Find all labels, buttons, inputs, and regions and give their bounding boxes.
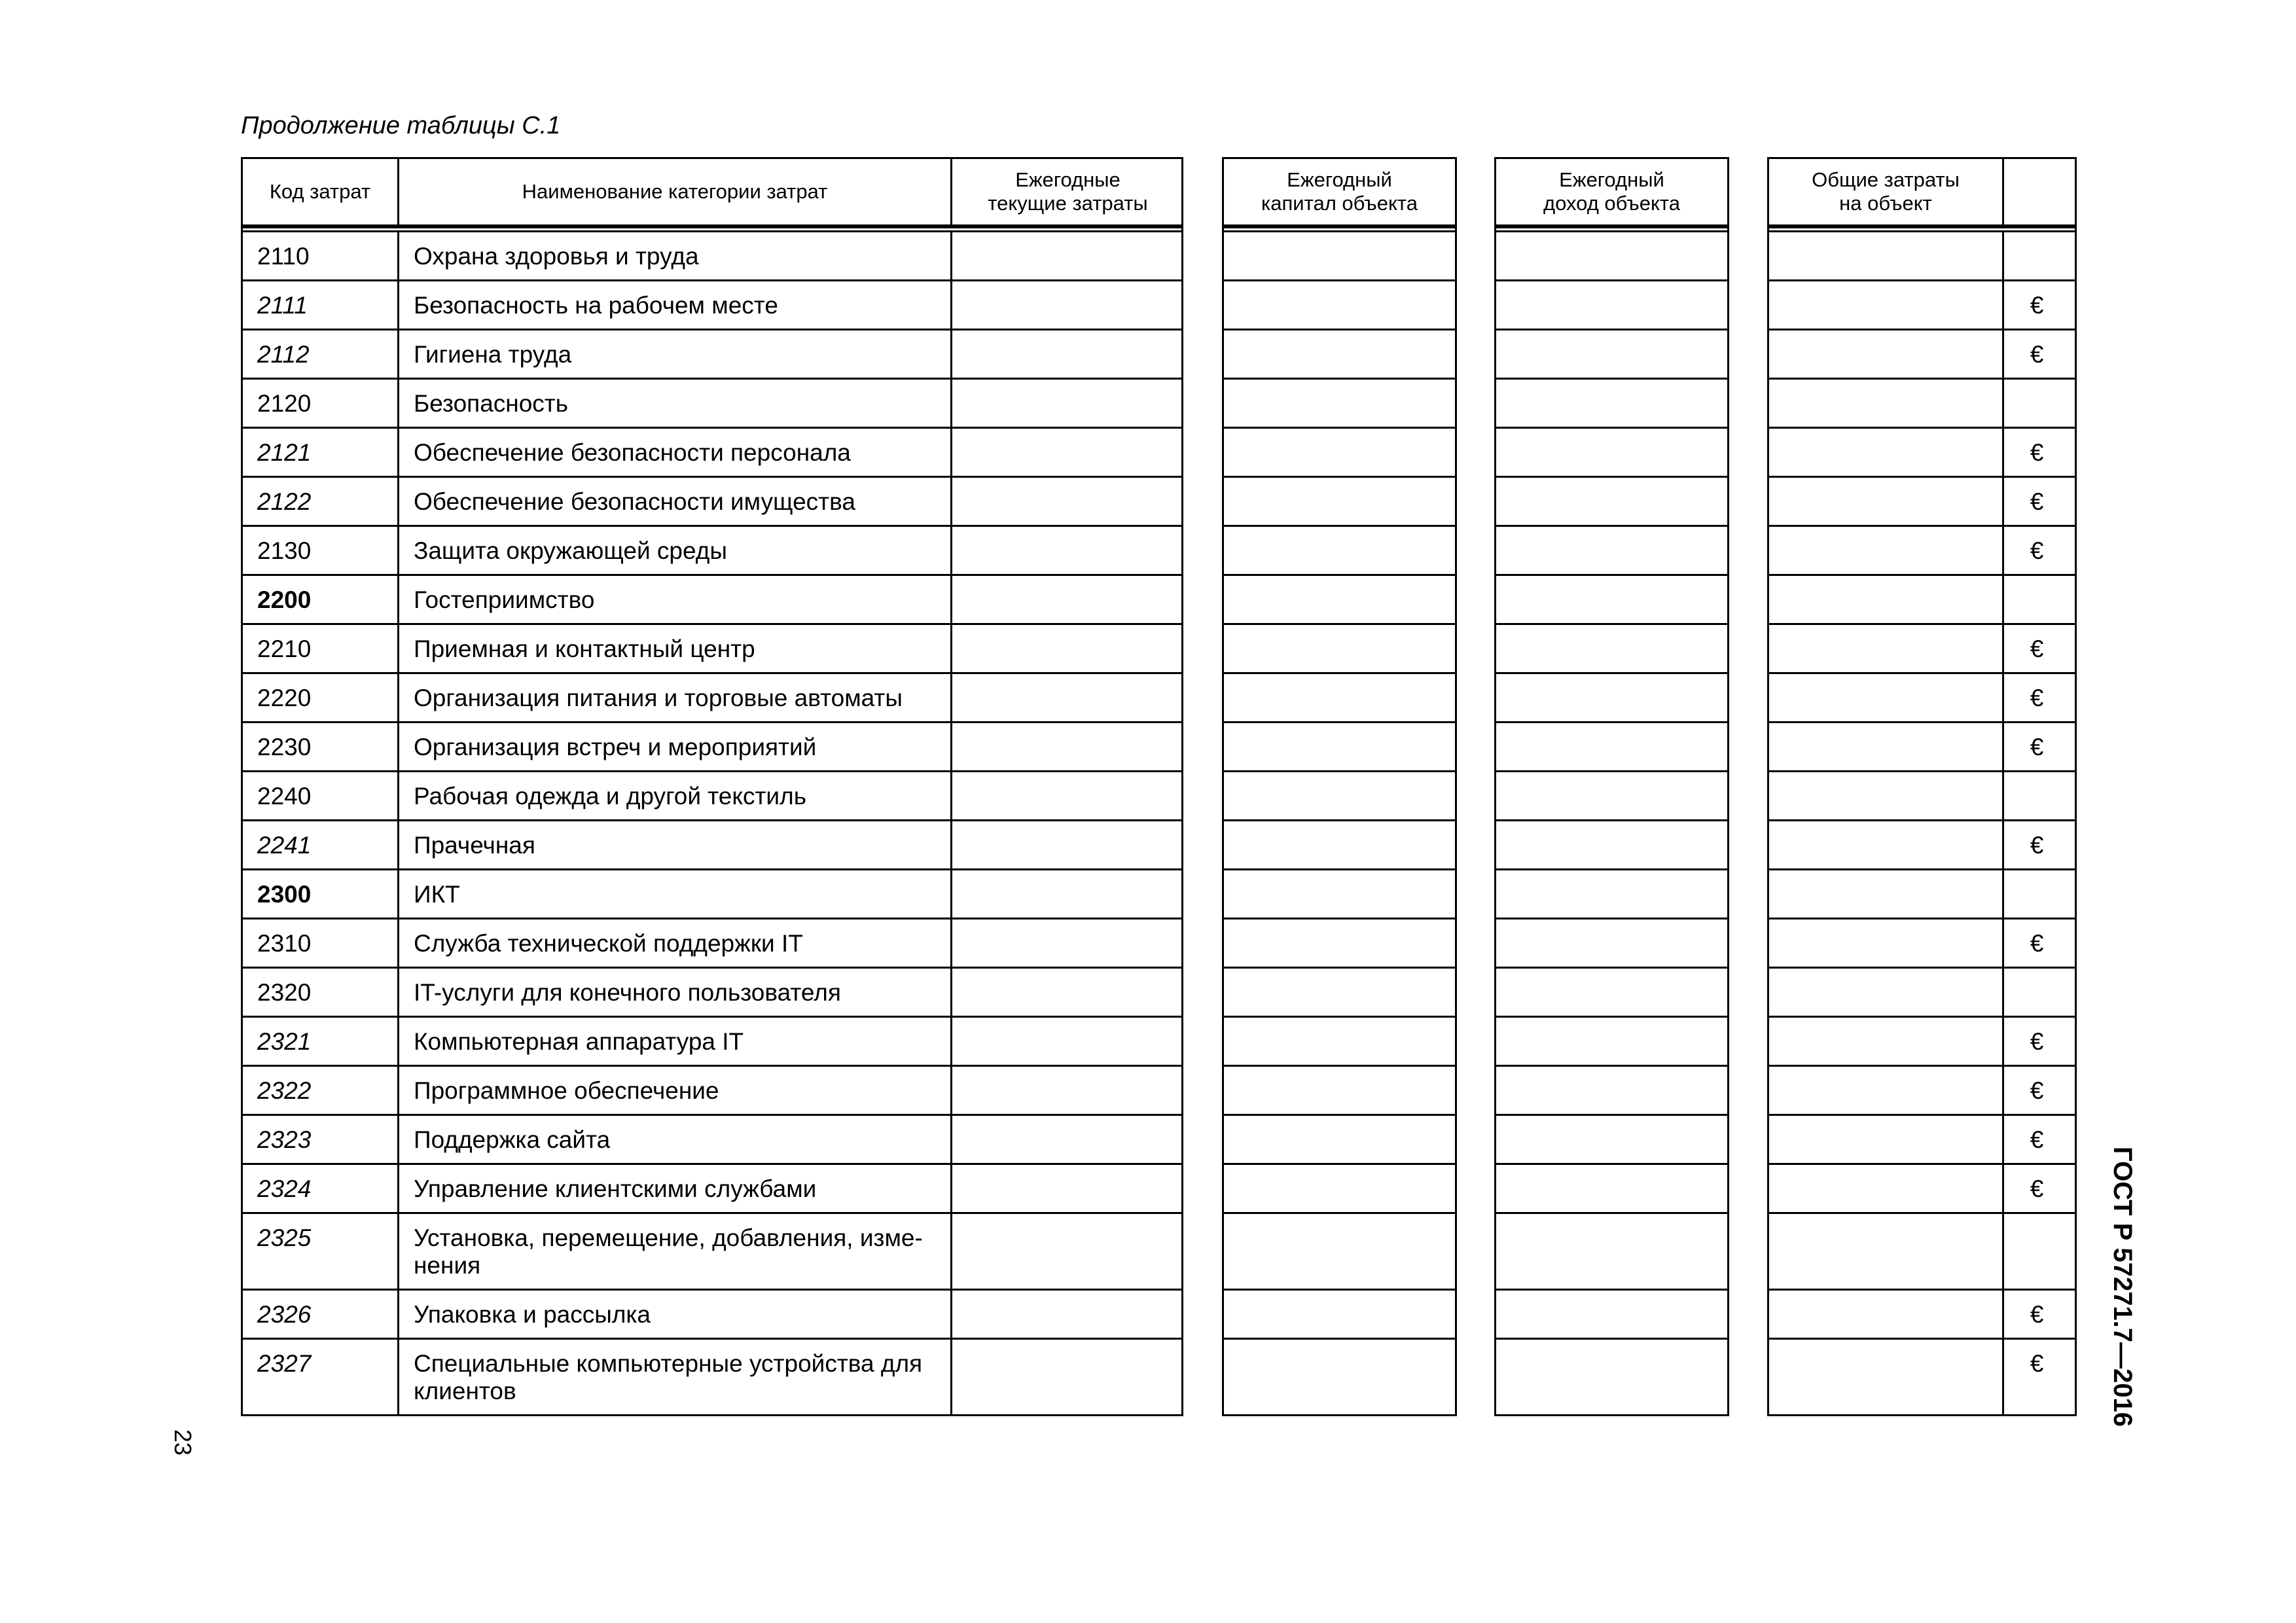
annual-income-cell (1494, 674, 1729, 723)
currency-euro: € (2002, 1165, 2075, 1212)
currency-euro: € (2002, 1291, 2075, 1338)
currency-euro: € (2002, 723, 2075, 770)
annual-income-cell (1494, 1214, 1729, 1291)
table-row (241, 1116, 2077, 1165)
cost-category-name: Рабочая одежда и другой текстиль (397, 772, 950, 819)
row-group-main (241, 870, 1183, 919)
annual-current-cell (950, 1116, 1183, 1163)
annual-current-cell (950, 674, 1183, 721)
total-cost-cell (1769, 576, 2002, 623)
total-cost-cell (1769, 527, 2002, 574)
annual-capital-cell (1222, 821, 1457, 870)
cost-category-name: Безопасность (397, 380, 950, 427)
cost-category-name: Программное обеспечение (397, 1067, 950, 1114)
row-group-main (241, 919, 1183, 969)
row-group-main (241, 281, 1183, 330)
currency-euro: € (2002, 429, 2075, 476)
annual-income-cell (1494, 1291, 1729, 1340)
annual-income-cell (1494, 969, 1729, 1018)
cost-category-name: IT-услуги для конечного пользователя (397, 969, 950, 1016)
annual-capital-cell (1222, 1291, 1457, 1340)
annual-capital-cell (1222, 870, 1457, 919)
annual-income-cell (1494, 625, 1729, 674)
table-row (241, 723, 2077, 772)
total-cost-cell (1769, 380, 2002, 427)
row-group-total (1767, 772, 2077, 821)
row-group-main (241, 1165, 1183, 1214)
annual-capital-cell (1222, 1067, 1457, 1116)
annual-capital-cell (1222, 1214, 1457, 1291)
cost-category-name: Упаковка и рассылка (397, 1291, 950, 1338)
row-group-main (241, 1291, 1183, 1340)
cost-code: 2112 (257, 341, 310, 368)
currency-euro: € (2002, 1340, 2075, 1414)
cost-category-name: Организация питания и торговые автоматы (397, 674, 950, 721)
cost-category-name: Поддержка сайта (397, 1116, 950, 1163)
cost-category-name: Прачечная (397, 821, 950, 868)
annual-capital-cell (1222, 478, 1457, 527)
currency-euro: € (2002, 1018, 2075, 1065)
table-row (241, 330, 2077, 380)
currency-euro (2002, 232, 2075, 279)
currency-euro (2002, 380, 2075, 427)
row-group-total (1767, 1067, 2077, 1116)
table-row (241, 1067, 2077, 1116)
annual-current-cell (950, 969, 1183, 1016)
annual-income-cell (1494, 1018, 1729, 1067)
currency-euro (2002, 870, 2075, 918)
annual-current-cell (950, 1291, 1183, 1338)
table-row (241, 919, 2077, 969)
table-row (241, 478, 2077, 527)
header-currency (2002, 159, 2075, 224)
cost-category-name: Обеспечение безопасности персонала (397, 429, 950, 476)
cost-code: 2220 (257, 685, 312, 711)
annual-current-cell (950, 527, 1183, 574)
total-cost-cell (1769, 919, 2002, 967)
header-group-main (241, 157, 1183, 226)
currency-euro (2002, 1214, 2075, 1289)
annual-current-cell (950, 478, 1183, 525)
header-annual-current: Ежегодные текущие затраты (950, 159, 1183, 224)
annual-current-cell (950, 232, 1183, 279)
cost-code: 2120 (257, 390, 312, 417)
annual-capital-cell (1222, 429, 1457, 478)
cost-code: 2310 (257, 930, 312, 957)
total-cost-cell (1769, 478, 2002, 525)
annual-capital-cell (1222, 1018, 1457, 1067)
annual-income-cell (1494, 232, 1729, 281)
row-group-main (241, 380, 1183, 429)
total-cost-cell (1769, 1214, 2002, 1289)
cost-category-name: Установка, перемещение, добавления, изме- нения (397, 1214, 950, 1289)
currency-euro (2002, 772, 2075, 819)
currency-euro: € (2002, 1067, 2075, 1114)
annual-current-cell (950, 281, 1183, 329)
cost-code: 2240 (257, 783, 312, 810)
currency-euro: € (2002, 821, 2075, 868)
cost-code: 2121 (257, 439, 312, 466)
annual-capital-cell (1222, 1165, 1457, 1214)
row-group-total (1767, 380, 2077, 429)
row-group-main (241, 625, 1183, 674)
cost-code: 2241 (257, 832, 312, 859)
annual-current-cell (950, 330, 1183, 378)
table-body (241, 226, 2077, 1416)
table-row (241, 429, 2077, 478)
cost-code: 2122 (257, 488, 312, 515)
total-cost-cell (1769, 281, 2002, 329)
header-group-income (1494, 157, 1729, 226)
annual-income-cell (1494, 870, 1729, 919)
cost-category-name: Управление клиентскими службами (397, 1165, 950, 1212)
annual-capital-cell (1222, 772, 1457, 821)
annual-capital-cell (1222, 919, 1457, 969)
page-number: 23 (170, 1429, 196, 1456)
currency-euro: € (2002, 281, 2075, 329)
cost-category-name: Безопасность на рабочем месте (397, 281, 950, 329)
row-group-main (241, 330, 1183, 380)
annual-income-cell (1494, 281, 1729, 330)
total-cost-cell (1769, 1116, 2002, 1163)
table-row (241, 674, 2077, 723)
header-annual-income: Ежегодный доход объекта (1543, 168, 1680, 215)
annual-current-cell (950, 1018, 1183, 1065)
table-row (241, 772, 2077, 821)
header-annual-capital: Ежегодный капитал объекта (1261, 168, 1418, 215)
total-cost-cell (1769, 674, 2002, 721)
annual-current-cell (950, 772, 1183, 819)
annual-capital-cell (1222, 330, 1457, 380)
cost-code: 2321 (257, 1028, 312, 1055)
row-group-main (241, 723, 1183, 772)
annual-current-cell (950, 1067, 1183, 1114)
annual-capital-cell (1222, 969, 1457, 1018)
cost-category-name: Гостеприимство (397, 576, 950, 623)
currency-euro: € (2002, 674, 2075, 721)
cost-category-name: Приемная и контактный центр (397, 625, 950, 672)
row-group-total (1767, 429, 2077, 478)
currency-euro: € (2002, 527, 2075, 574)
header-separator (241, 226, 2077, 232)
total-cost-cell (1769, 870, 2002, 918)
annual-income-cell (1494, 821, 1729, 870)
currency-euro: € (2002, 478, 2075, 525)
table-row (241, 576, 2077, 625)
row-group-total (1767, 232, 2077, 281)
cost-code: 2300 (257, 881, 312, 908)
cost-category-name: Компьютерная аппаратура IT (397, 1018, 950, 1065)
total-cost-cell (1769, 429, 2002, 476)
row-group-total (1767, 919, 2077, 969)
row-group-total (1767, 1116, 2077, 1165)
row-group-total (1767, 969, 2077, 1018)
total-cost-cell (1769, 969, 2002, 1016)
row-group-main (241, 232, 1183, 281)
cost-code: 2210 (257, 635, 312, 662)
table-row (241, 625, 2077, 674)
annual-capital-cell (1222, 232, 1457, 281)
row-group-main (241, 478, 1183, 527)
row-group-total (1767, 527, 2077, 576)
annual-income-cell (1494, 478, 1729, 527)
annual-capital-cell (1222, 1340, 1457, 1416)
cost-category-name: Охрана здоровья и труда (397, 232, 950, 279)
annual-current-cell (950, 625, 1183, 672)
separator-group-total (1767, 226, 2077, 232)
total-cost-cell (1769, 772, 2002, 819)
annual-current-cell (950, 919, 1183, 967)
annual-capital-cell (1222, 723, 1457, 772)
row-group-total (1767, 625, 2077, 674)
currency-euro: € (2002, 330, 2075, 378)
cost-code: 2323 (257, 1126, 312, 1153)
row-group-main (241, 1067, 1183, 1116)
table-row (241, 380, 2077, 429)
row-group-main (241, 821, 1183, 870)
annual-income-cell (1494, 1116, 1729, 1165)
annual-current-cell (950, 576, 1183, 623)
row-group-total (1767, 1214, 2077, 1291)
row-group-total (1767, 478, 2077, 527)
document-id: ГОСТ Р 57271.7—2016 (2108, 1147, 2137, 1427)
annual-income-cell (1494, 1340, 1729, 1416)
row-group-total (1767, 821, 2077, 870)
annual-income-cell (1494, 330, 1729, 380)
header-group-capital (1222, 157, 1457, 226)
annual-capital-cell (1222, 1116, 1457, 1165)
separator-group-income (1494, 226, 1729, 232)
header-name: Наименование категории затрат (397, 159, 950, 224)
total-cost-cell (1769, 625, 2002, 672)
table-row (241, 1214, 2077, 1291)
cost-category-name: Гигиена труда (397, 330, 950, 378)
row-group-main (241, 1340, 1183, 1416)
annual-current-cell (950, 1340, 1183, 1414)
annual-capital-cell (1222, 674, 1457, 723)
total-cost-cell (1769, 1018, 2002, 1065)
annual-income-cell (1494, 1165, 1729, 1214)
annual-income-cell (1494, 429, 1729, 478)
annual-income-cell (1494, 380, 1729, 429)
currency-euro (2002, 576, 2075, 623)
annual-income-cell (1494, 723, 1729, 772)
annual-capital-cell (1222, 625, 1457, 674)
total-cost-cell (1769, 232, 2002, 279)
annual-capital-cell (1222, 380, 1457, 429)
row-group-main (241, 969, 1183, 1018)
row-group-total (1767, 1018, 2077, 1067)
table-row (241, 1165, 2077, 1214)
total-cost-cell (1769, 1340, 2002, 1414)
total-cost-cell (1769, 330, 2002, 378)
cost-code: 2322 (257, 1077, 312, 1104)
annual-income-cell (1494, 1067, 1729, 1116)
cost-code: 2320 (257, 979, 312, 1006)
row-group-main (241, 1214, 1183, 1291)
annual-capital-cell (1222, 281, 1457, 330)
table-header (241, 157, 2077, 226)
annual-income-cell (1494, 527, 1729, 576)
cost-category-name: Служба технической поддержки IT (397, 919, 950, 967)
cost-code: 2230 (257, 734, 312, 760)
cost-table (241, 157, 2077, 1416)
annual-current-cell (950, 1165, 1183, 1212)
annual-income-cell (1494, 576, 1729, 625)
annual-capital-cell (1222, 527, 1457, 576)
annual-current-cell (950, 723, 1183, 770)
row-group-total (1767, 723, 2077, 772)
row-group-total (1767, 330, 2077, 380)
row-group-main (241, 1116, 1183, 1165)
currency-euro: € (2002, 919, 2075, 967)
currency-euro (2002, 969, 2075, 1016)
row-group-total (1767, 281, 2077, 330)
cost-code: 2111 (257, 292, 308, 319)
currency-euro: € (2002, 1116, 2075, 1163)
annual-income-cell (1494, 772, 1729, 821)
row-group-total (1767, 1291, 2077, 1340)
annual-current-cell (950, 1214, 1183, 1289)
row-group-total (1767, 1165, 2077, 1214)
annual-current-cell (950, 429, 1183, 476)
total-cost-cell (1769, 1067, 2002, 1114)
table-row (241, 232, 2077, 281)
total-cost-cell (1769, 723, 2002, 770)
annual-current-cell (950, 380, 1183, 427)
table-row (241, 821, 2077, 870)
cost-category-name: Обеспечение безопасности имущества (397, 478, 950, 525)
separator-group-main (241, 226, 1183, 232)
table-row (241, 1018, 2077, 1067)
cost-category-name: Специальные компьютерные устройства для клиентов (397, 1340, 950, 1414)
total-cost-cell (1769, 821, 2002, 868)
cost-code: 2130 (257, 537, 312, 564)
table-row (241, 870, 2077, 919)
annual-capital-cell (1222, 576, 1457, 625)
row-group-total (1767, 576, 2077, 625)
header-code: Код затрат (269, 180, 371, 203)
annual-current-cell (950, 821, 1183, 868)
currency-euro: € (2002, 625, 2075, 672)
cost-category-name: Организация встреч и мероприятий (397, 723, 950, 770)
table-row (241, 969, 2077, 1018)
table-row (241, 281, 2077, 330)
row-group-total (1767, 870, 2077, 919)
row-group-total (1767, 1340, 2077, 1416)
cost-category-name: Защита окружающей среды (397, 527, 950, 574)
row-group-total (1767, 674, 2077, 723)
cost-code: 2327 (257, 1350, 312, 1377)
cost-code: 2110 (257, 243, 310, 270)
annual-current-cell (950, 870, 1183, 918)
row-group-main (241, 772, 1183, 821)
total-cost-cell (1769, 1165, 2002, 1212)
cost-code: 2200 (257, 586, 312, 613)
row-group-main (241, 429, 1183, 478)
cost-code: 2324 (257, 1175, 312, 1202)
table-row (241, 527, 2077, 576)
row-group-main (241, 674, 1183, 723)
cost-code: 2326 (257, 1301, 312, 1328)
row-group-main (241, 527, 1183, 576)
row-group-main (241, 1018, 1183, 1067)
header-total: Общие затраты на объект (1812, 168, 1960, 215)
annual-income-cell (1494, 919, 1729, 969)
total-cost-cell (1769, 1291, 2002, 1338)
cost-code: 2325 (257, 1224, 312, 1251)
cost-category-name: ИКТ (397, 870, 950, 918)
header-group-total (1767, 157, 2077, 226)
row-group-main (241, 576, 1183, 625)
separator-group-capital (1222, 226, 1457, 232)
table-caption: Продолжение таблицы С.1 (241, 112, 561, 139)
table-row (241, 1340, 2077, 1416)
table-row (241, 1291, 2077, 1340)
